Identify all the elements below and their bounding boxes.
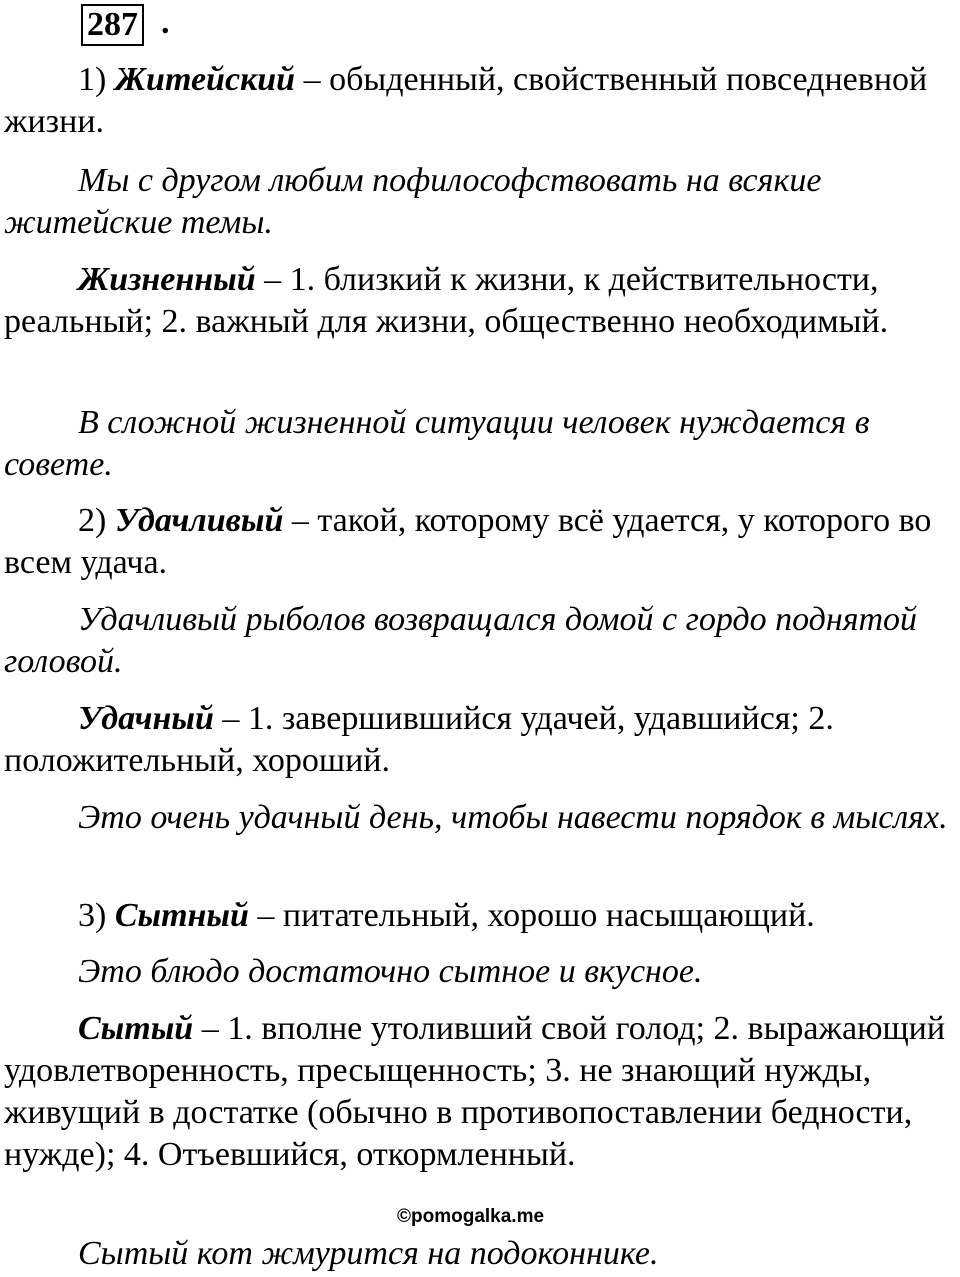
example-zhiznenny: В сложной жизненной ситуации человек нуждается в совете. — [4, 404, 870, 483]
term: Удачный — [78, 700, 214, 737]
definition-text: – питательный, хорошо насыщающий. — [248, 897, 815, 934]
section-marker: 1) — [78, 61, 115, 98]
section-marker: 2) — [78, 502, 115, 539]
term: Жизненный — [78, 261, 256, 298]
definition-text: – 1. завершившийся удачей, удавшийся; 2. положительный, хороший. — [4, 700, 834, 779]
term: Житейский — [114, 61, 296, 98]
definition-zhiznenny — [4, 259, 958, 343]
definition-text: – такой, которому всё удается, у которого во всем удача. — [4, 502, 932, 581]
definition-udachny — [4, 698, 958, 782]
example-udachlivy: Удачливый рыболов возвращался домой с гордо поднятой головой. — [4, 601, 918, 680]
term: Сытный — [114, 897, 249, 934]
example-zhiteyskiy: Мы с другом любим пофилософствовать на всякие житейские темы. — [4, 162, 822, 241]
definition-udachlivy — [4, 500, 958, 584]
definition-text: – 1. вполне утоливший свой голод; 2. выражающий удовлетворенность, пресыщенность; 3. не знающий нужды, живущий в достатке (обычно в противопоставлении бедности, нужде); 4. Отъевшийся, откормленный. — [4, 1010, 946, 1173]
section-marker: 3) — [78, 897, 115, 934]
example-udachny: Это очень удачный день, чтобы навести порядок в мыслях. — [78, 799, 948, 836]
watermark: ©pomogalka.me — [397, 1206, 545, 1227]
exercise-number: 287 — [87, 6, 138, 43]
exercise-number-box — [81, 4, 144, 46]
term: Сытый — [78, 1010, 194, 1047]
definition-zhiteyskiy — [4, 59, 958, 143]
definition-text: – 1. близкий к жизни, к действительности, реальный; 2. важный для жизни, общественно необходимый. — [4, 261, 889, 340]
example-sytny: Это блюдо достаточно сытное и вкусное. — [78, 953, 703, 990]
term: Удачливый — [114, 502, 284, 539]
exercise-number-dot: . — [161, 4, 170, 41]
definition-text: – обыденный, свойственный повседневной жизни. — [4, 61, 928, 140]
definition-syty — [4, 1008, 958, 1176]
example-syty: Сытый кот жмурится на подоконнике. — [78, 1235, 659, 1272]
definition-sytny — [4, 895, 958, 937]
